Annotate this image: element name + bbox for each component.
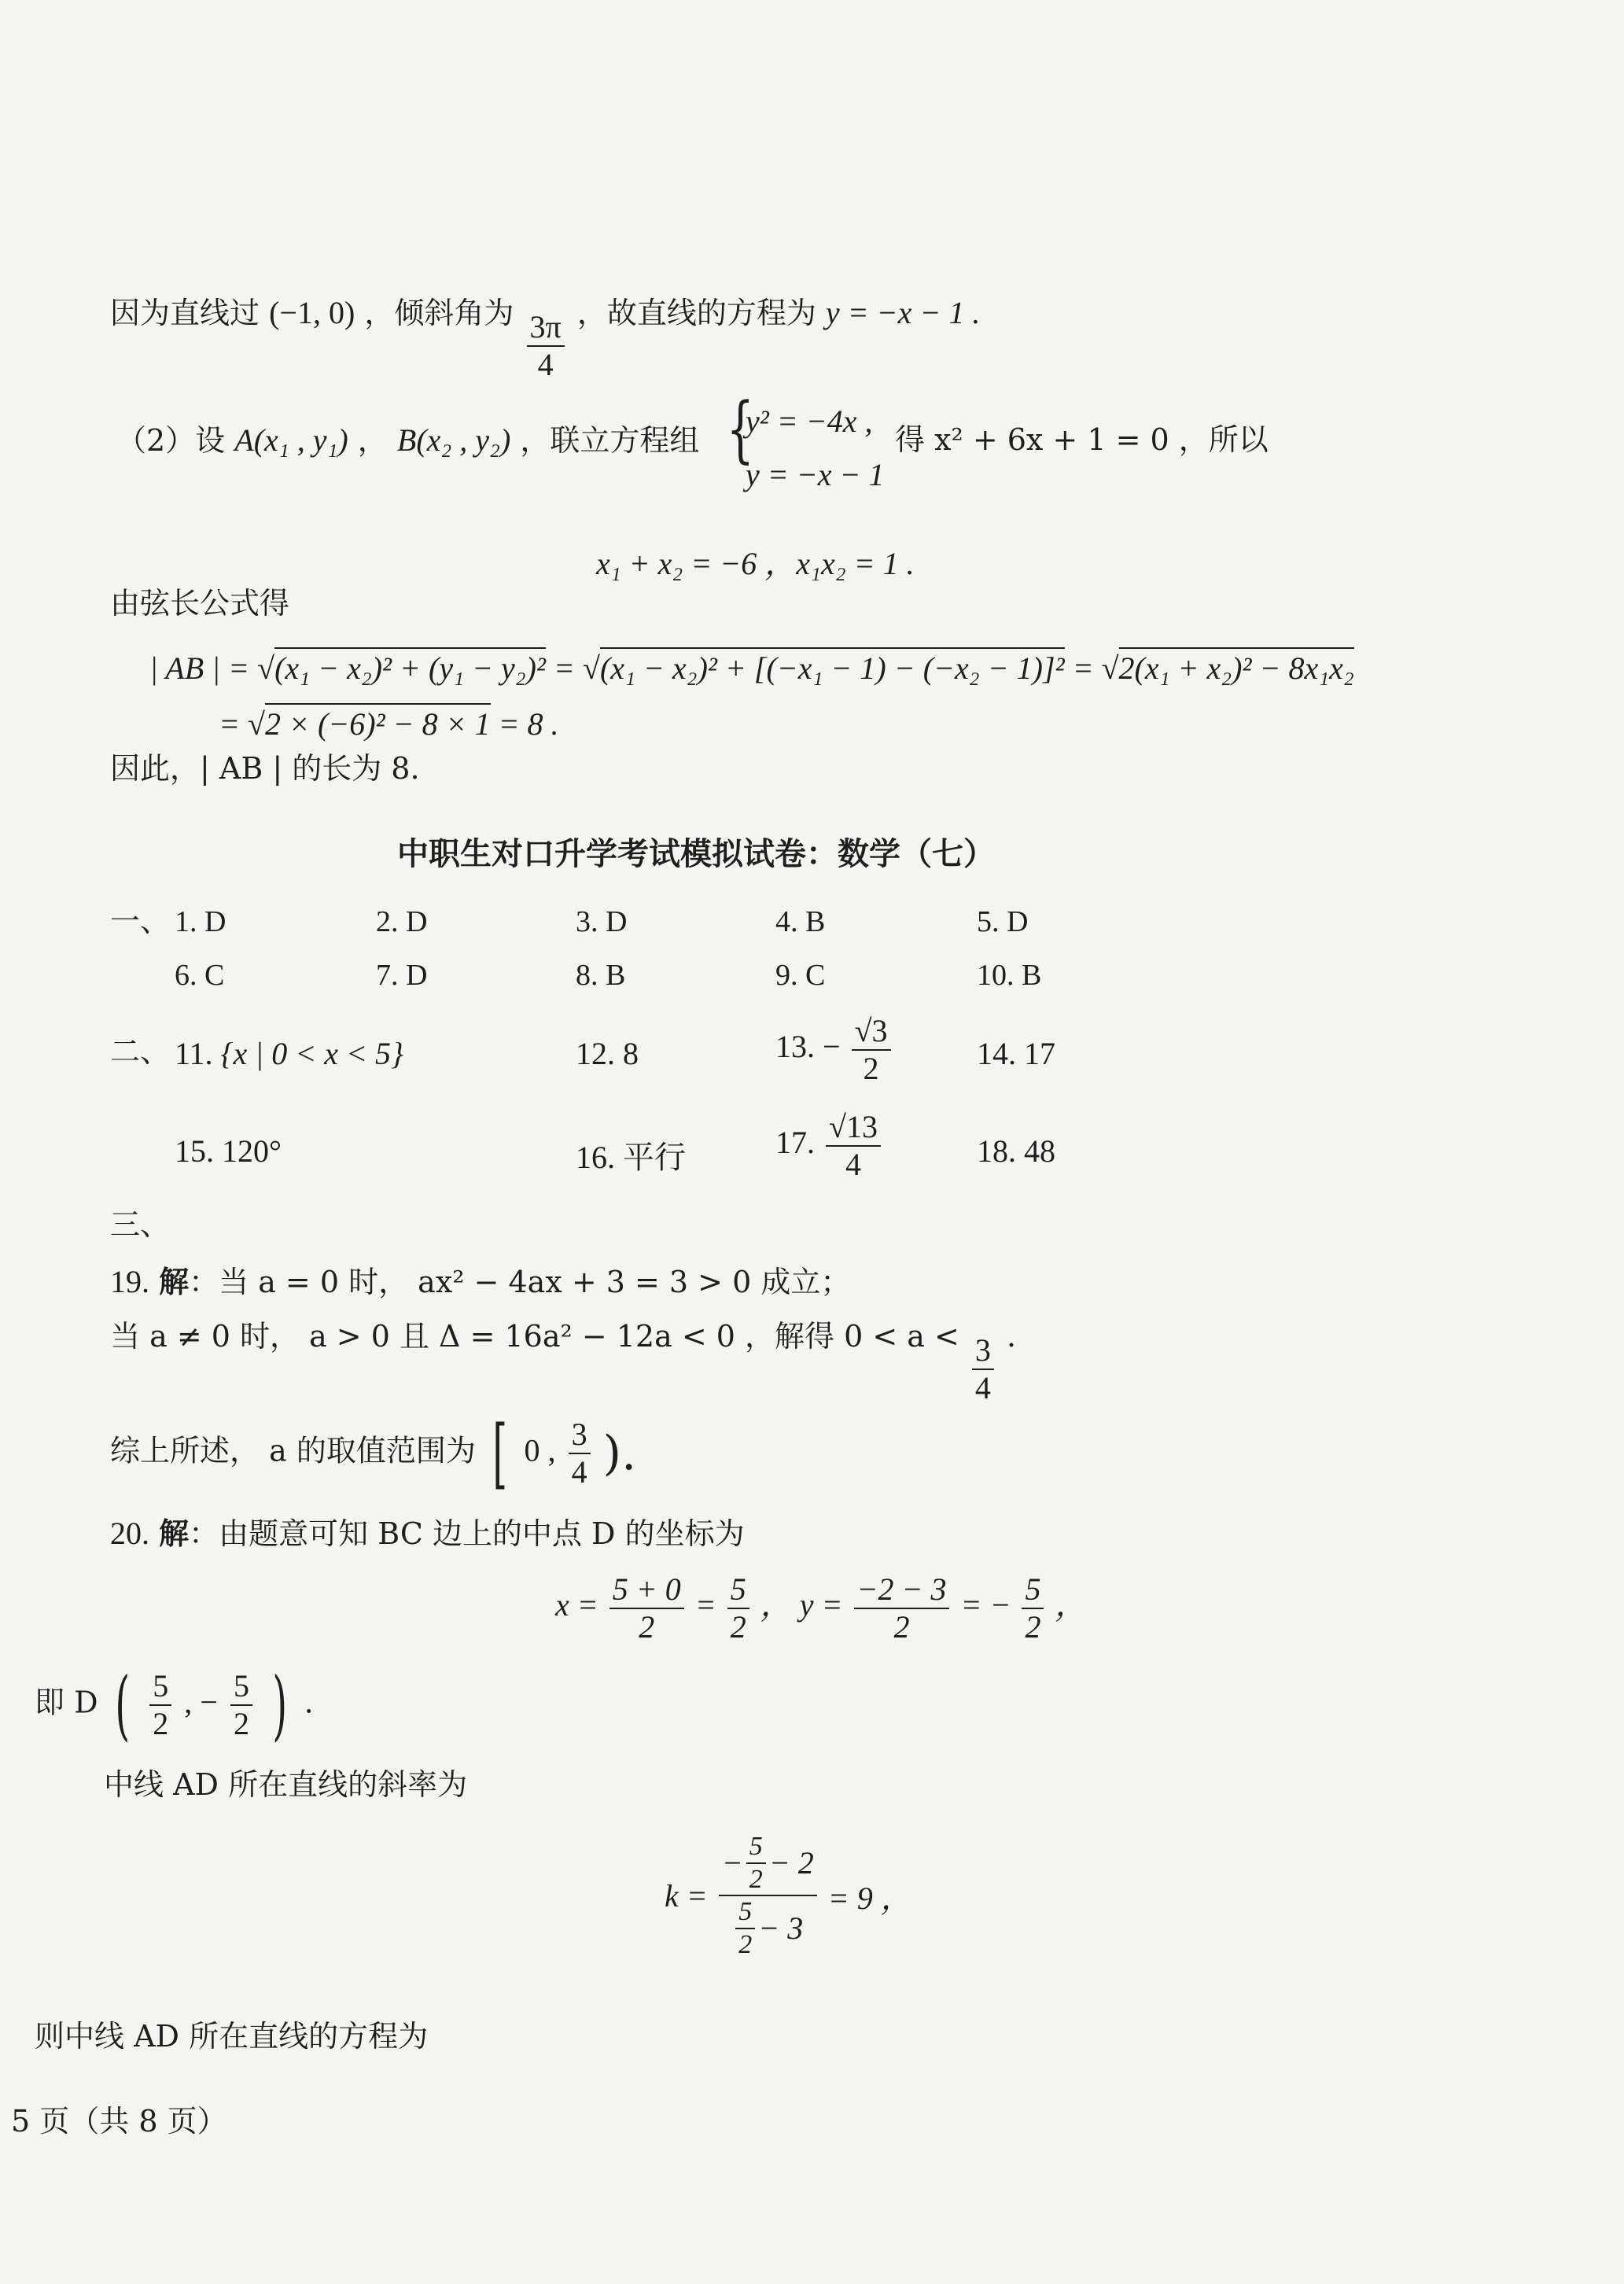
answer-12: 12. 8 — [576, 1036, 639, 1071]
answer-13: 13. − $\frac{√3}{2}$ — [775, 1015, 894, 1085]
equation-system-brace: { — [726, 387, 754, 471]
answer-1: 1. D — [175, 905, 226, 938]
line-slope-statement: 因为直线过 (−1, 0) ，倾斜角为 $\frac{3\pi}{4}$ ，故直线的方程为 y = −x − 1 . — [110, 295, 981, 382]
system-eq1: y² = −4x , — [746, 403, 873, 439]
answer-11: 11. {x | 0 < x < 5} — [175, 1036, 403, 1071]
vieta-relations: x₁ + x₂ = −6 ，x₁x₂ = 1 . — [596, 546, 915, 581]
q19-line1: 19. 解：当 a = 0 时， ax² − 4ax + 3 = 3 > 0 成立； — [110, 1264, 851, 1299]
sqrt-sign: √ — [582, 650, 600, 686]
answer-3: 3. D — [576, 905, 628, 938]
chord-formula-line1: | AB | = √(x₁ − x₂)² + (y₁ − y₂)² = √(x₁ − x₂)² + [(−x₁ − 1) − (−x₂ − 1)]² = √2(x₁ + x₂)² − 8x₁x₂ — [149, 650, 1354, 687]
median-equation-intro: 则中线 AD 所在直线的方程为 — [35, 2019, 429, 2054]
sqrt-sign: √ — [257, 650, 275, 686]
q19-line2: 当 a ≠ 0 时， a > 0 且 Δ = 16a² − 12a < 0 ，解得 0 < a < $\frac{3}{4}$ . — [110, 1319, 1017, 1405]
q20-line1: 20. 解：由题意可知 BC 边上的中点 D 的坐标为 — [110, 1516, 745, 1551]
answer-15: 15. 120° — [175, 1133, 282, 1169]
answer-16: 16. 平行 — [576, 1140, 686, 1175]
chord-conclusion: 因此，| AB | 的长为 8. — [110, 751, 420, 786]
system-result: 得 x² + 6x + 1 = 0 ，所以 — [895, 422, 1269, 457]
slope-formula: k = − $\frac{5}{2}$ − 2 $\frac{5}{2}$ − 3 = 9 ， — [665, 1832, 912, 1960]
slope-intro: 中线 AD 所在直线的斜率为 — [104, 1767, 468, 1802]
sqrt-sign: √ — [248, 706, 265, 742]
answer-4: 4. B — [775, 905, 826, 938]
answer-10: 10. B — [977, 959, 1042, 992]
answer-6: 6. C — [175, 959, 225, 992]
system-eq2: y = −x − 1 — [746, 457, 885, 492]
angle-fraction: $\frac{3\pi}{4}$ — [527, 311, 565, 381]
section3-label: 三、 — [110, 1207, 171, 1242]
chord-intro: 由弦长公式得 — [110, 586, 290, 621]
q19-line3: 综上所述， a 的取值范围为 [ 0 , $\frac{3}{4}$ ). — [110, 1409, 637, 1497]
section2-label: 二、 — [110, 1034, 171, 1069]
part2-setup: （2）设 A(x₁ , y₁) ， B(x₂ , y₂) ，联立方程组 — [116, 422, 700, 458]
exam-title: 中职生对口升学考试模拟试卷：数学（七） — [397, 836, 995, 872]
sqrt-sign: √ — [1101, 650, 1119, 686]
answer-14: 14. 17 — [977, 1036, 1055, 1071]
answer-5: 5. D — [977, 905, 1029, 938]
chord-formula-line2: = √2 × (−6)² − 8 × 1 = 8 . — [219, 705, 559, 742]
answer-18: 18. 48 — [977, 1133, 1055, 1169]
answer-9: 9. C — [775, 959, 826, 992]
answer-7: 7. D — [376, 959, 428, 992]
answer-8: 8. B — [576, 959, 626, 992]
section1-label: 一、 — [110, 904, 171, 938]
midpoint-coordinates: x = $\frac{5 + 0}{2}$ = $\frac{5}{2}$ ， y = $\frac{-2 - 3}{2}$ = − $\frac{5}{2}$ ， — [555, 1571, 1087, 1645]
answer-17: 17. $\frac{√13}{4}$ — [775, 1111, 884, 1181]
answer-2: 2. D — [376, 905, 428, 938]
page-footer: 5 页（共 8 页） — [11, 2104, 227, 2138]
midpoint-d: 即 D ( $\frac{5}{2}$ , − $\frac{5}{2}$ ) . — [35, 1661, 314, 1749]
